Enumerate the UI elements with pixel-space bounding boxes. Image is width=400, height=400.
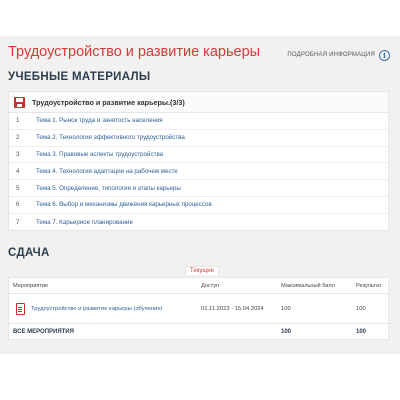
- item-number: 3: [16, 150, 20, 158]
- list-item: [9, 130, 388, 147]
- item-number: 6: [16, 201, 20, 209]
- info-icon: i: [379, 50, 390, 61]
- event-cell: [13, 294, 162, 323]
- list-item: [9, 113, 388, 130]
- list-item: [9, 197, 388, 214]
- submission-heading: СДАЧА: [8, 247, 50, 259]
- more-info-label: ПОДРОБНАЯ ИНФОРМАЦИЯ: [287, 52, 375, 58]
- event-link[interactable]: Трудоустройство и развитие карьеры (обучение): [31, 305, 163, 312]
- column-header-access: Доступ: [201, 282, 220, 289]
- page-title: Трудоустройство и развитие карьеры: [8, 44, 261, 60]
- item-number: 1: [16, 117, 20, 125]
- submission-table: [8, 277, 389, 340]
- max-score-cell: 100: [281, 305, 291, 312]
- clipboard-icon: [16, 303, 25, 315]
- list-item: [9, 180, 388, 197]
- more-info-link[interactable]: [287, 49, 390, 61]
- topic-link-2[interactable]: Тема 2. Технология эффективного трудоустройства: [36, 134, 185, 142]
- item-number: 5: [16, 184, 20, 192]
- access-cell: 01.11.2023 - 15.04.2024: [201, 305, 264, 312]
- materials-header[interactable]: [9, 92, 388, 113]
- totals-row: [9, 324, 388, 340]
- topic-link-3[interactable]: Тема 3. Правовые аспекты трудоустройства: [36, 150, 164, 158]
- tab-current[interactable]: Текущие: [185, 266, 219, 275]
- topic-link-7[interactable]: Тема 7. Карьерное планирование: [36, 218, 133, 226]
- list-item: [9, 147, 388, 164]
- item-number: 4: [16, 167, 20, 175]
- totals-max-score: 100: [281, 329, 292, 335]
- floppy-disk-icon: [14, 97, 25, 108]
- topic-link-4[interactable]: Тема 4. Технология адаптации на рабочем месте: [36, 167, 178, 175]
- column-header-max-score: Максимальный балл: [281, 282, 335, 289]
- column-header-result: Результат: [356, 282, 382, 289]
- list-item: [9, 163, 388, 180]
- materials-panel: [8, 91, 389, 231]
- table-header: [9, 278, 388, 294]
- totals-result: 100: [356, 329, 367, 335]
- result-cell: 100: [356, 305, 366, 312]
- column-header-event: Мероприятие: [13, 282, 49, 289]
- totals-label: ВСЕ МЕРОПРИЯТИЯ: [13, 329, 74, 335]
- topic-link-5[interactable]: Тема 5. Определение, типология и этапы карьеры: [36, 184, 181, 192]
- item-number: 2: [16, 134, 20, 142]
- topic-link-1[interactable]: Тема 1. Рынок труда и занятость населения: [36, 117, 163, 125]
- table-row: [9, 294, 388, 324]
- course-title: Трудоустройство и развитие карьеры.(3/3): [32, 97, 185, 107]
- list-item: [9, 214, 388, 231]
- item-number: 7: [16, 218, 20, 226]
- materials-heading: УЧЕБНЫЕ МАТЕРИАЛЫ: [8, 71, 151, 83]
- topic-link-6[interactable]: Тема 6. Выбор и механизмы движения карьерных процессов: [36, 201, 212, 209]
